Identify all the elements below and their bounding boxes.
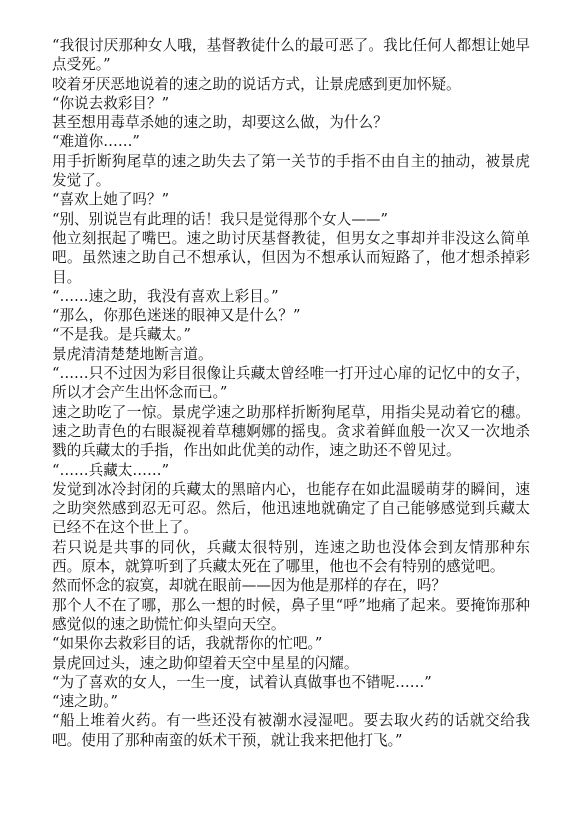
paragraph: 那个人不在了哪，那么一想的时候，鼻子里“呼”地痛了起来。要掩饰那种感觉似的速之助慌忙仰头望向天空。 <box>52 596 530 633</box>
paragraph: “我很讨厌那种女人哦，基督教徒什么的最可恶了。我比任何人都想让她早点受死。” <box>52 37 530 74</box>
paragraph: 用手折断狗尾草的速之助失去了第一关节的手指不由自主的抽动，被景虎发觉了。 <box>52 152 530 190</box>
paragraph: 景虎清清楚楚地断言道。 <box>52 345 213 363</box>
paragraph: “……兵藏太……” <box>52 461 170 479</box>
paragraph: “……只不过因为彩目很像让兵藏太曾经唯一打开过心扉的记忆中的女子，所以才会产生出怀念而已。” <box>52 365 530 402</box>
paragraph: “不是我。是兵藏太。” <box>52 326 191 344</box>
paragraph: 然而怀念的寂寞，却就在眼前——因为他是那样的存在，吗？ <box>52 577 447 595</box>
paragraph: “为了喜欢的女人，一生一度，试着认真做事也不错呢……” <box>52 673 432 691</box>
paragraph: “别、别说岂有此理的话！我只是觉得那个女人——” <box>52 210 388 228</box>
paragraph: 他立刻抿起了嘴巴。速之助讨厌基督教徒，但男女之事却并非没这么简单吧。虽然速之助自己不想承认，但因为不想承认而短路了，他才想杀掉彩目。 <box>52 229 530 286</box>
paragraph: “如果你去救彩目的话，我就帮你的忙吧。” <box>52 635 323 653</box>
document-page <box>52 36 530 750</box>
paragraph: “速之助。” <box>52 693 118 711</box>
paragraph: 景虎回过头，速之助仰望着天空中星星的闪耀。 <box>52 654 359 672</box>
paragraph: 咬着牙厌恶地说着的速之助的说话方式，让景虎感到更加怀疑。 <box>52 75 461 93</box>
paragraph: 若只说是共事的同伙，兵藏太很特别，连速之助也没体会到友情那种东西。原本，就算听到了兵藏太死在了哪里，他也不会有特别的感觉吧。 <box>52 538 530 576</box>
paragraph: “你说去救彩目？” <box>52 94 170 112</box>
paragraph: “难道你……” <box>52 133 140 151</box>
paragraph: “船上堆着火药。有一些还没有被潮水浸湿吧。要去取火药的话就交给我吧。使用了那种南蛮的妖术干预，就让我来把他打飞。” <box>52 712 530 749</box>
paragraph: “……速之助，我没有喜欢上彩目。” <box>52 287 279 305</box>
paragraph: “那么，你那色迷迷的眼神又是什么？” <box>52 307 301 325</box>
paragraph: 发觉到冰冷封闭的兵藏太的黑暗内心，也能存在如此温暖萌芽的瞬间，速之助突然感到忍无可忍。然后，他迅速地就确定了自己能够感觉到兵藏太已经不在这个世上了。 <box>52 480 530 537</box>
paragraph: “喜欢上她了吗？” <box>52 191 170 209</box>
paragraph: 甚至想用毒草杀她的速之助，却要这么做，为什么？ <box>52 114 388 132</box>
paragraph: 速之助吃了一惊。景虎学速之助那样折断狗尾草，用指尖晃动着它的穗。速之助青色的右眼凝视着草穗婀娜的摇曳。贪求着鲜血般一次又一次地杀戮的兵藏太的手指，作出如此优美的动作，速之助还不曾见过。 <box>52 403 530 460</box>
